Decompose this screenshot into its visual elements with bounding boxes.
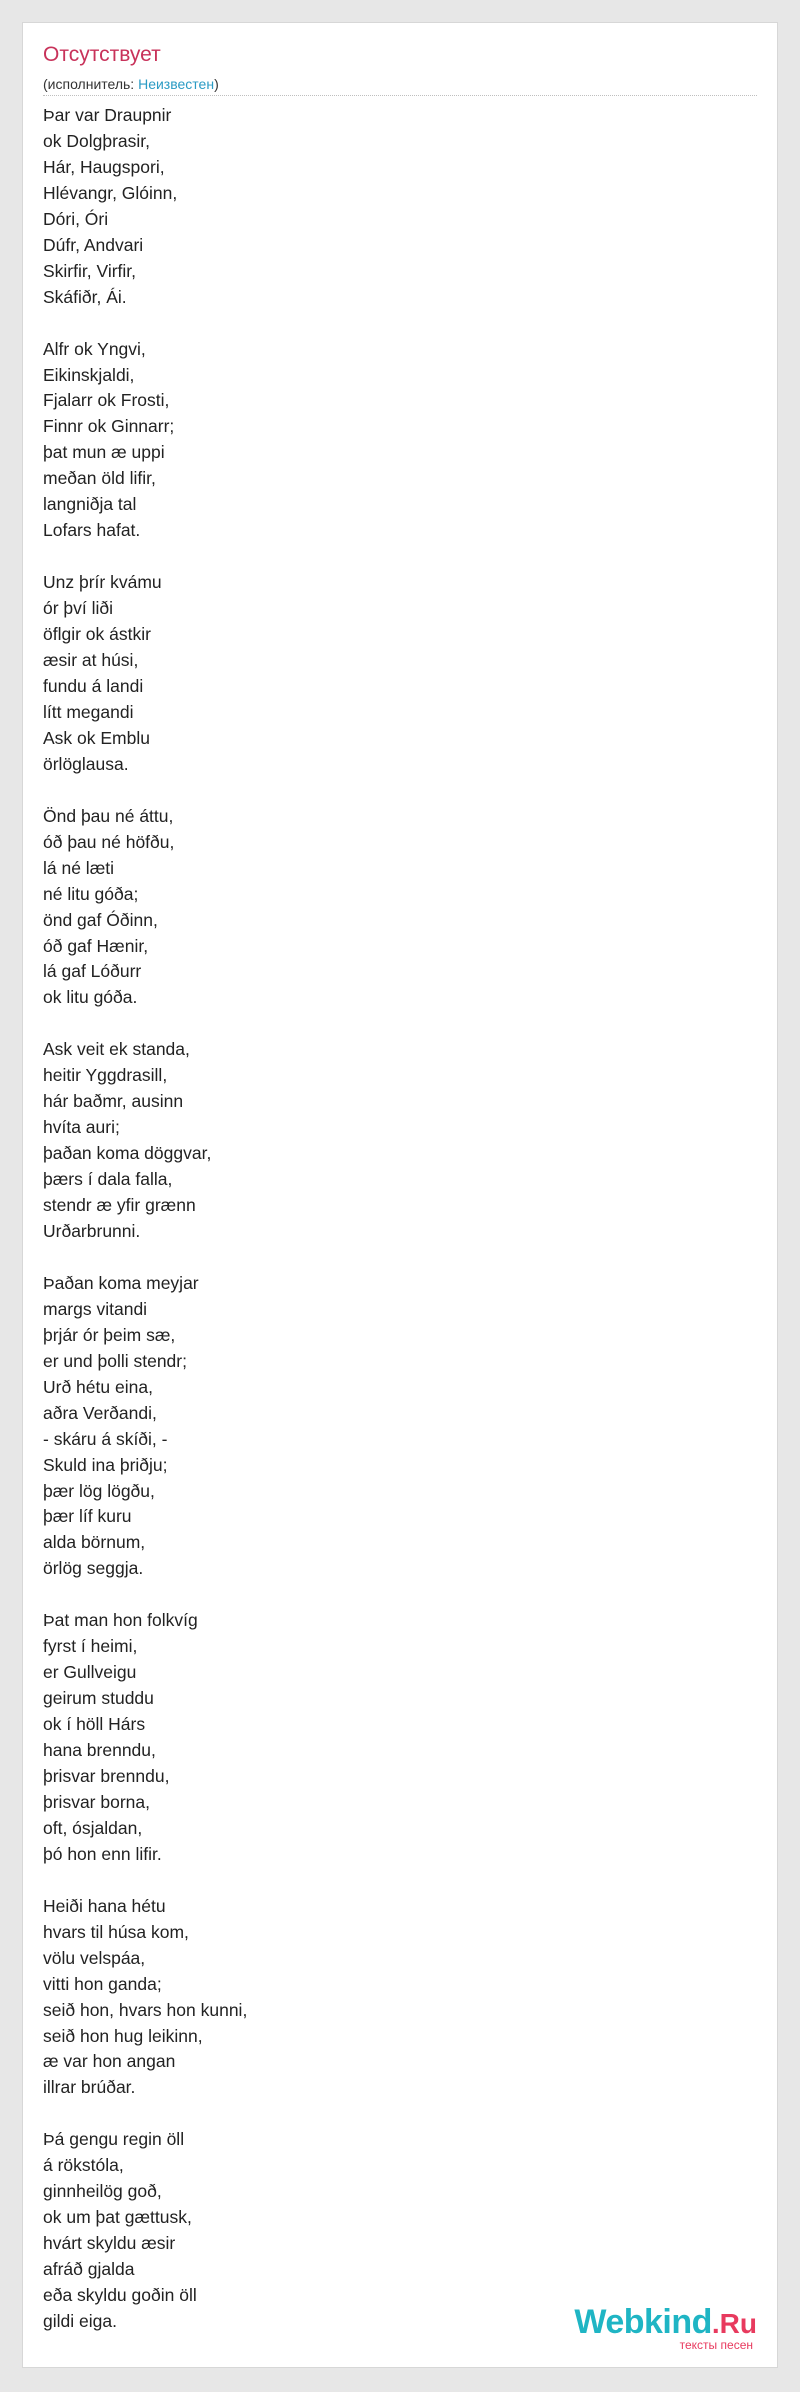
lyrics-card <box>22 22 778 2368</box>
logo-tld: .Ru <box>711 2308 757 2339</box>
artist-prefix: (исполнитель: <box>43 76 139 92</box>
lyrics-text: Þar var Draupnir ok Dolgþrasir, Hár, Haugspori, Hlévangr, Glóinn, Dóri, Óri Dúfr, Andvari Skirfir, Virfir, Skáfiðr, Ái. Alfr ok Yngvi, Eikinskjaldi, Fjalarr ok Frosti, Finnr ok Ginnarr; þat mun æ uppi meðan öld lifir, langniðja tal Lofars hafat. Unz þrír kvámu ór því liði öflgir ok ástkir æsir at húsi, fundu á landi lítt megandi Ask ok Emblu örlöglausa. Önd þau né áttu, óð þau né höfðu, lá né læti né litu góða; önd gaf Óðinn, óð gaf Hænir, lá gaf Lóðurr ok litu góða. Ask veit ek standa, heitir Yggdrasill, hár baðmr, ausinn hvíta auri; þaðan koma döggvar, þærs í dala falla, stendr æ yfir grænn Urðarbrunni. Þaðan koma meyjar margs vitandi þrjár ór þeim sæ, er und þolli stendr; Urð hétu eina, aðra Verðandi, - skáru á skíði, - Skuld ina þriðju; þær lög lögðu, þær líf kuru alda börnum, örlög seggja. Þat man hon folkvíg fyrst í heimi, er Gullveigu geirum studdu ok í höll Hárs hana brenndu, þrisvar brenndu, þrisvar borna, oft, ósjaldan, þó hon enn lifir. Heiði hana hétu hvars til húsa kom, völu velspáa, vitti hon ganda; seið hon, hvars hon kunni, seið hon hug leikinn, æ var hon angan illrar brúðar. Þá gengu regin öll á rökstóla, ginnheilög goð, ok um þat gættusk, hvárt skyldu æsir afráð gjalda eða skyldu goðin öll gildi eiga. <box>43 105 248 2332</box>
logo-word: Webkind <box>574 2303 712 2341</box>
song-title: Отсутствует <box>43 43 161 66</box>
divider <box>43 95 757 96</box>
artist-line <box>43 75 219 93</box>
artist-suffix: ) <box>214 76 219 92</box>
logo-tagline: тексты песен <box>679 2338 753 2352</box>
artist-link[interactable]: Неизвестен <box>138 76 215 92</box>
site-logo[interactable] <box>574 2305 757 2352</box>
